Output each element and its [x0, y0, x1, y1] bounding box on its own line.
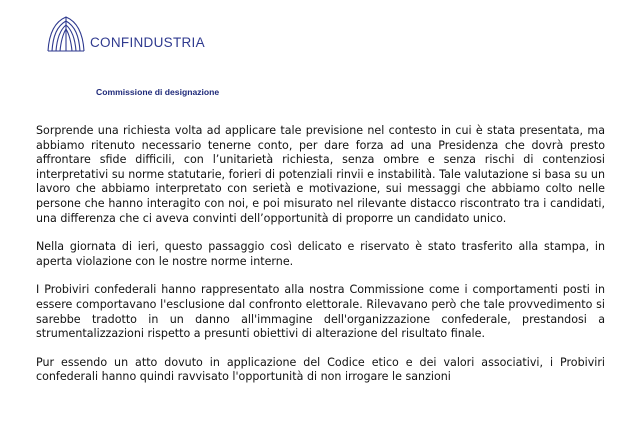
paragraph: Nella giornata di ieri, questo passaggio così delicato e riservato è stato trasferito alla stampa, in aperta violazione con le nostre norme interne. — [36, 240, 605, 268]
paragraph: Pur essendo un atto dovuto in applicazione del Codice etico e dei valori associativi, i Probiviri confederali hanno quindi ravvisato l'opportunità di non irrogare le sanzioni — [36, 355, 605, 384]
confindustria-emblem-icon — [46, 14, 86, 52]
paragraph: Sorprende una richiesta volta ad applicare tale previsione nel contesto in cui è stata presentata, ma abbiamo ritenuto necessario tenerne conto, per dare forza ad una Presidenza che dovrà presto affrontare sfide difficili, con l’unitarietà richiesta, senza ombre e senza rischi di contenziosi interpretativi su norme statutarie, forieri di potenziali rinvii e instabilità. Tale valutazione si basa su un lavoro che abbiamo interpretato con serietà e motivazione, sui messaggi che abbiamo colto nelle persone che hanno interagito con noi, e poi misurato nel rilevante distacco riscontrato tra i candidati, una differenza che ci aveva convinti dell’opportunità di proporre un candidato unico. — [36, 124, 605, 225]
paragraph: I Probiviri confederali hanno rappresentato alla nostra Commissione come i comportamenti posti in essere comportavano l'esclusione dal confronto elettorale. Rilevavano però che tale provvedimento si sarebbe tradotto in un danno all'immagine dell'organizzazione confederale, prestandosi a strumentalizzazioni rispetto a presunti obiettivi di alterazione del risultato finale. — [36, 283, 605, 341]
section-title: Commissione di designazione — [96, 87, 220, 97]
org-name: CONFINDUSTRIA — [90, 35, 205, 50]
confindustria-logo — [46, 14, 205, 52]
document-body — [36, 124, 605, 399]
